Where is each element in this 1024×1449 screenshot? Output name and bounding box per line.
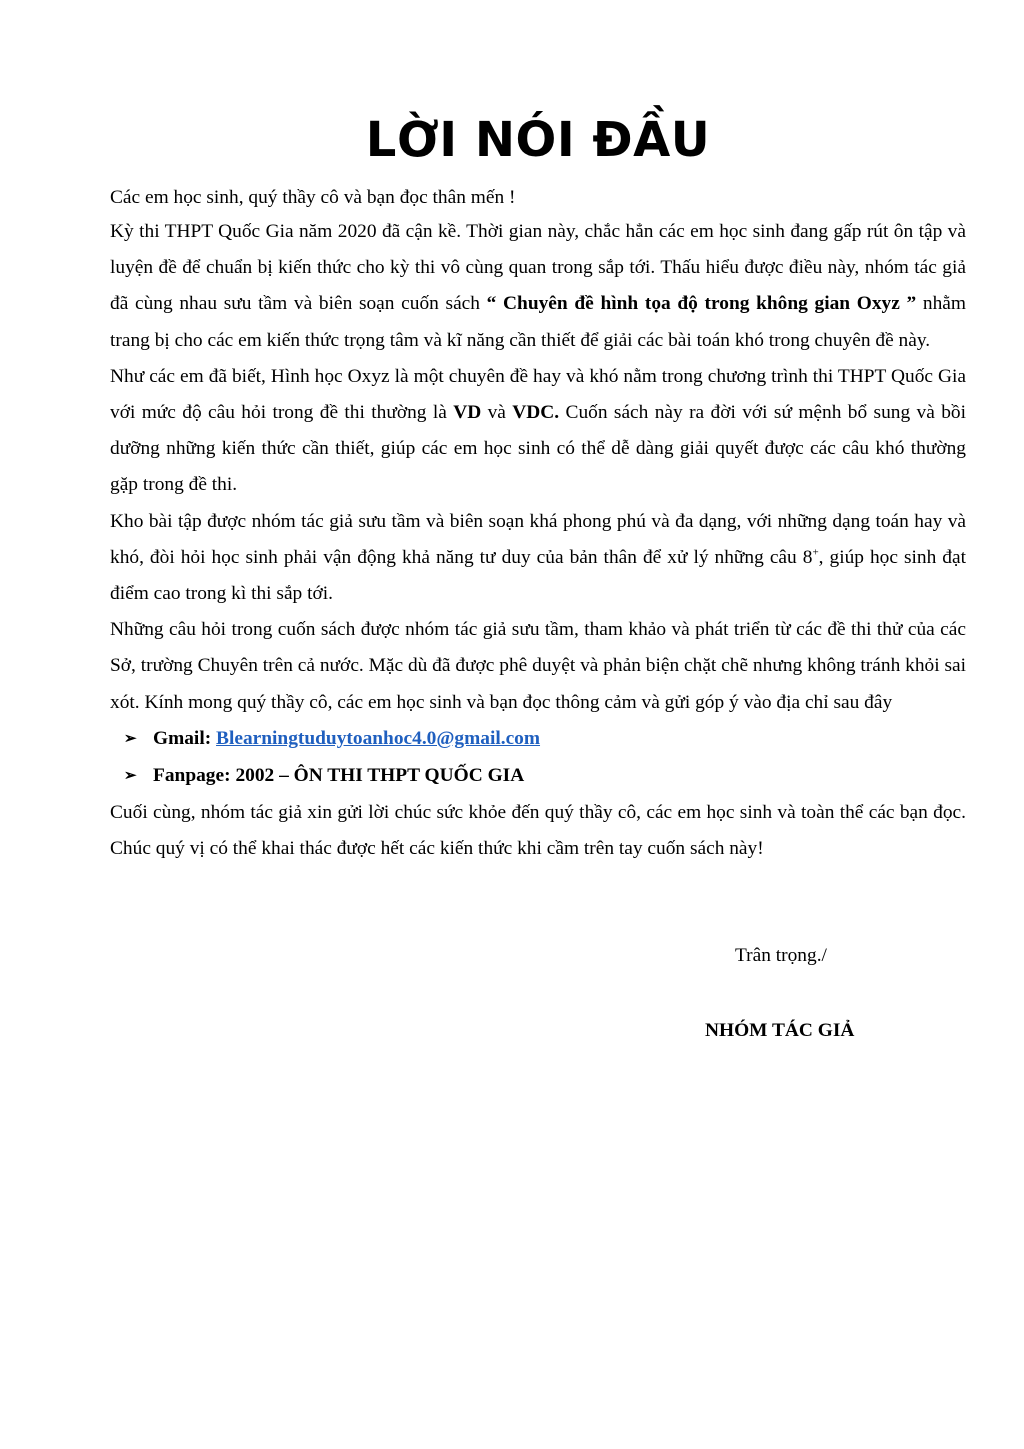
- document-page: [110, 108, 966, 1041]
- closing-salutation: Trân trọng./: [735, 945, 827, 966]
- greeting-paragraph: Các em học sinh, quý thầy cô và bạn đọc thân mến !: [110, 187, 516, 208]
- level-vd: VD: [453, 402, 482, 424]
- book-title: “ Chuyên đề hình tọa độ trong không gian Oxyz ”: [486, 293, 917, 315]
- plus-superscript: +: [812, 546, 819, 559]
- exercise-text-end: , giúp học sinh đạt điểm cao trong kì thi sắp tới.: [110, 546, 966, 605]
- level-vdc: VDC.: [512, 402, 560, 424]
- fanpage-name: 2002 – ÔN THI THPT QUỐC GIA: [235, 765, 525, 787]
- feedback-paragraph: Những câu hỏi trong cuốn sách được nhóm tác giả sưu tầm, tham khảo và phát triển từ các đề thi thử của các Sở, trường Chuyên trên cả nước. Mặc dù đã được phê duyệt và phản biện chặt chẽ nhưng không tránh khỏi sai xót. Kính mong quý thầy cô, các em học sinh và bạn đọc thông cảm và gửi góp ý vào địa chỉ sau đây: [110, 619, 966, 713]
- oxyz-and: và: [481, 402, 513, 424]
- exercise-text-start: Kho bài tập được nhóm tác giả sưu tầm và biên soạn khá phong phú và đa dạng, với những dạng toán hay và khó, đòi hỏi học sinh phải vận động khả năng tư duy của bản thân để xử lý những câu 8: [110, 510, 966, 568]
- author-signature: NHÓM TÁC GIẢ: [705, 1020, 855, 1041]
- intro-text-start: Kỳ thi THPT Quốc Gia năm 2020 đã cận kề. Thời gian này, chắc hẳn các em học sinh đang gấp rút ôn tập và luyện đề để chuẩn bị kiến thức cho kỳ thi vô cùng quan trong sắp tới. Thấu hiểu được điều này, nhóm tác giả đã cùng nhau sưu tầm và biên soạn cuốn sách: [110, 221, 966, 315]
- intro-text-end: nhằm trang bị cho các em kiến thức trọng tâm và kĩ năng cần thiết để giải các bài toán khó trong chuyên đề này.: [110, 293, 966, 351]
- exercise-paragraph: [110, 504, 966, 613]
- intro-paragraph: [110, 214, 966, 359]
- arrow-bullet-icon: ➢: [124, 730, 137, 747]
- page-title: LỜI NÓI ĐẦU: [365, 112, 711, 168]
- closing-paragraph: Cuối cùng, nhóm tác giả xin gửi lời chúc sức khỏe đến quý thầy cô, các em học sinh và toàn thể các bạn đọc. Chúc quý vị có thể khai thác được hết các kiến thức khi cầm trên tay cuốn sách này!: [110, 802, 966, 860]
- contact-item-fanpage: [110, 758, 966, 795]
- contact-item-gmail: [110, 721, 966, 758]
- oxyz-text-end: Cuốn sách này ra đời với sứ mệnh bổ sung và bồi dưỡng những kiến thức cần thiết, giúp các em học sinh có thể dễ dàng giải quyết được các câu khó thường gặp trong đề thi.: [110, 402, 966, 496]
- gmail-link[interactable]: Blearningtuduytoanhoc4.0@gmail.com: [216, 727, 541, 749]
- oxyz-paragraph: [110, 359, 966, 504]
- contact-list: [110, 721, 966, 795]
- arrow-bullet-icon: ➢: [124, 768, 137, 785]
- fanpage-label: Fanpage:: [153, 765, 231, 787]
- gmail-label: Gmail:: [153, 727, 212, 749]
- oxyz-text-start: Như các em đã biết, Hình học Oxyz là một chuyên đề hay và khó nằm trong chương trình thi THPT Quốc Gia với mức độ câu hỏi trong đề thi thường là: [110, 365, 966, 424]
